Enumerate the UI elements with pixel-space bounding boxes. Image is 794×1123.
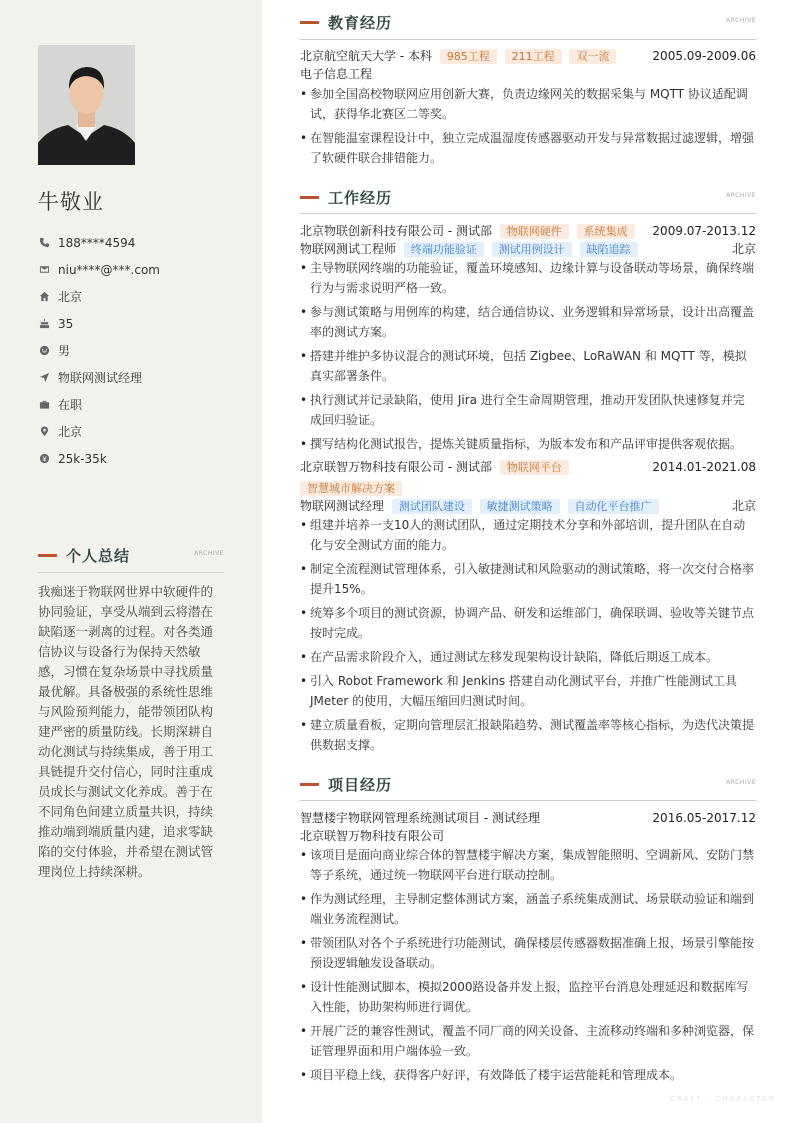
education-badge: 985工程 [440,49,497,64]
company-badge: 系统集成 [577,224,635,239]
section-accent-bar [300,21,319,24]
list-item: • 搭建并维护多协议混合的测试环境，包括 Zigbee、LoRaWAN 和 MQTT 等，模拟真实部署条件。 [300,346,756,386]
project-name: 智慧楼宇物联网管理系统测试项目 - 测试经理 [300,811,540,825]
education-badge: 211工程 [505,49,562,64]
contact-age [38,310,238,337]
role-badge: 测试用例设计 [492,242,572,257]
job-city: 北京 [731,499,756,513]
send-icon [38,372,50,384]
job-date: 2009.07-2013.12 [652,224,756,238]
archive-tag: ARCHIVE [726,17,756,24]
archive-tag: ARCHIVE [726,779,756,786]
salary-icon [38,453,50,465]
contact-text: 物联网测试经理 [58,371,143,385]
education-header [300,12,756,33]
archive-tag: ARCHIVE [726,192,756,199]
section-accent-bar [300,783,319,786]
contact-text: 188****4594 [58,235,136,250]
list-item: • 开展广泛的兼容性测试，覆盖不同厂商的网关设备、主流移动终端和多种浏览器，保证管理界面和用户端体验一致。 [300,1021,756,1061]
list-item: • 在智能温室课程设计中，独立完成温湿度传感器驱动开发与异常数据过滤逻辑，增强了软硬件联合排错能力。 [300,128,756,168]
list-item: • 在产品需求阶段介入，通过测试左移发现架构设计缺陷，降低后期返工成本。 [300,647,756,667]
archive-tag: ARCHIVE [194,550,224,557]
company-badge: 物联网平台 [500,460,569,475]
job-company-badge-row [300,479,756,497]
list-item: • 统筹多个项目的测试资源，协调产品、研发和运维部门，确保联调、验收等关键节点按时完成。 [300,603,756,643]
job-bullets [300,258,756,454]
list-item: • 撰写结构化测试报告，提炼关键质量指标，为版本发布和产品评审提供客观依据。 [300,434,756,454]
list-item: • 带领团队对各个子系统进行功能测试，确保楼层传感器数据准确上报，场景引擎能按预设逻辑触发设备联动。 [300,933,756,973]
education-school-row [300,47,756,65]
project-name-row [300,809,756,827]
company-badge: 物联网硬件 [500,224,569,239]
education-badge: 双一流 [569,49,616,64]
contact-phone [38,229,238,256]
contact-location [38,418,238,445]
contact-salary [38,445,238,472]
school-name: 北京航空航天大学 - 本科 [300,49,432,63]
job-company-row [300,222,756,240]
contact-text: niu****@***.com [58,262,160,277]
contact-text: 北京 [58,290,83,304]
project-date: 2016.05-2017.12 [652,811,756,825]
list-item: • 参与测试策略与用例库的构建，结合通信协议、业务逻辑和异常场景，设计出高覆盖率的测试方案。 [300,302,756,342]
education-major: 电子信息工程 [300,67,373,81]
mail-icon [38,264,50,276]
job-bullets [300,515,756,755]
location-icon [38,426,50,438]
profile-photo [38,45,135,165]
job-company: 北京联智万物科技有限公司 - 测试部 [300,460,492,474]
job-company-row [300,458,756,476]
contact-list [38,229,238,472]
divider [300,213,756,214]
face-icon [38,345,50,357]
summary-header [38,545,224,566]
work-title: 工作经历 [328,189,393,207]
work-job-1 [300,222,756,458]
sidebar [0,0,262,1123]
project-title: 项目经历 [328,776,393,794]
education-date: 2005.09-2009.06 [652,49,756,63]
job-city: 北京 [731,242,756,256]
project-bullets [300,845,756,1085]
list-item: • 该项目是面向商业综合体的智慧楼宇解决方案，集成智能照明、空调新风、安防门禁等子系统，通过统一物联网平台进行联动控制。 [300,845,756,885]
contact-text: 25k-35k [58,451,107,466]
job-date: 2014.01-2021.08 [652,460,756,474]
list-item: • 设计性能测试脚本，模拟2000路设备并发上报，监控平台消息处理延迟和数据库写入性能，协助架构师进行调优。 [300,977,756,1017]
list-item: • 主导物联网终端的功能验证，覆盖环境感知、边缘计算与设备联动等场景，确保终端行为与需求说明严格一致。 [300,258,756,298]
role-badge: 测试团队建设 [392,499,472,514]
project-header [300,774,756,795]
project-company: 北京联智万物科技有限公司 [300,829,445,843]
list-item: • 项目平稳上线，获得客户好评，有效降低了楼宇运营能耗和管理成本。 [300,1065,756,1085]
job-role-row [300,240,756,258]
contact-email [38,256,238,283]
summary-title: 个人总结 [66,547,131,565]
job-role: 物联网测试工程师 [300,242,397,256]
work-header [300,187,756,208]
education-bullets [300,84,756,168]
list-item: • 参加全国高校物联网应用创新大赛，负责边缘网关的数据采集与 MQTT 协议适配调试，获得华北赛区二等奖。 [300,84,756,124]
list-item: • 建立质量看板，定期向管理层汇报缺陷趋势、测试覆盖率等核心指标，为迭代决策提供数据支撑。 [300,715,756,755]
cake-icon [38,318,50,330]
list-item: • 引入 Robot Framework 和 Jenkins 搭建自动化测试平台，并推广性能测试工具 JMeter 的使用，大幅压缩回归测试时间。 [300,671,756,711]
candidate-name: 牛敬业 [38,190,104,214]
job-company: 北京物联创新科技有限公司 - 测试部 [300,224,492,238]
watermark: CRAFT · CHARACTER [670,1095,776,1103]
home-icon [38,291,50,303]
section-accent-bar [38,554,57,557]
divider [300,39,756,40]
contact-text: 北京 [58,425,83,439]
project-section [300,809,756,1089]
role-badge: 终端功能验证 [404,242,484,257]
contact-text: 男 [58,344,71,358]
divider [300,800,756,801]
role-badge: 敏捷测试策略 [480,499,560,514]
contact-home [38,283,238,310]
role-badge: 缺陷追踪 [580,242,638,257]
education-section [300,47,756,172]
contact-status [38,391,238,418]
role-badge: 自动化平台推广 [568,499,659,514]
job-role-row [300,497,756,515]
list-item: • 作为测试经理，主导制定整体测试方案，涵盖子系统集成测试、场景联动验证和端到端业务流程测试。 [300,889,756,929]
list-item: • 制定全流程测试管理体系，引入敏捷测试和风险驱动的测试策略，将一次交付合格率提升15%。 [300,559,756,599]
phone-icon [38,237,50,249]
section-accent-bar [300,196,319,199]
work-job-2 [300,458,756,759]
job-role: 物联网测试经理 [300,499,385,513]
contact-text: 35 [58,316,74,331]
summary-text: 我痴迷于物联网世界中软硬件的协同验证，享受从端到云将潜在缺陷逐一剥离的过程。对各类通信协议与设备行为保持天然敏感，习惯在复杂场景中寻找质量最优解。具备极强的系统性思维与风险预判能力，能带领团队构建严密的质量防线。长期深耕自动化测试与持续集成，善于用工具链提升交付信心，同时注重成员成长与测试文化养成。善于在不同角色间建立质量共识，持续推动端到端质量内建，追求零缺陷的交付体验，并希望在测试管理岗位上持续深耕。 [38,584,214,879]
list-item: • 组建并培养一支10人的测试团队，通过定期技术分享和外部培训，提升团队在自动化与安全测试方面的能力。 [300,515,756,555]
education-title: 教育经历 [328,14,393,32]
contact-position [38,364,238,391]
divider [38,572,224,573]
contact-text: 在职 [58,398,83,412]
company-badge: 智慧城市解决方案 [300,481,402,496]
briefcase-icon [38,399,50,411]
contact-gender [38,337,238,364]
list-item: • 执行测试并记录缺陷，使用 Jira 进行全生命周期管理，推动开发团队快速修复并完成回归验证。 [300,390,756,430]
